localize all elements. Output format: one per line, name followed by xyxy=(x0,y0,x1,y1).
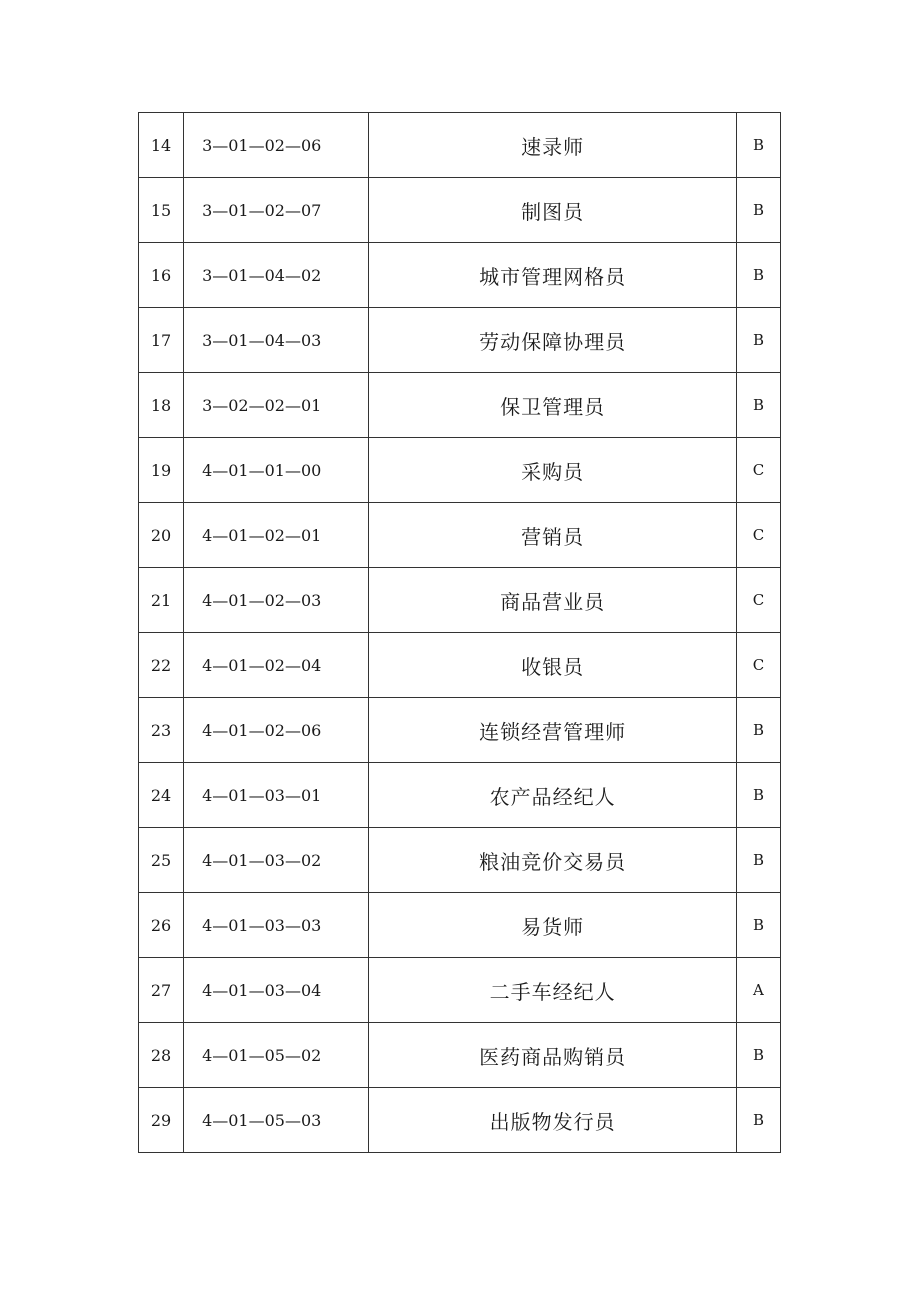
table-row xyxy=(139,113,781,178)
row-number: 15 xyxy=(139,178,184,243)
occupation-name: 商品营业员 xyxy=(369,568,737,633)
table-row xyxy=(139,1023,781,1088)
occupation-grade: B xyxy=(736,373,780,438)
occupation-grade: C xyxy=(736,568,780,633)
table-row xyxy=(139,243,781,308)
occupation-name: 粮油竞价交易员 xyxy=(369,828,737,893)
row-number: 27 xyxy=(139,958,184,1023)
occupation-grade: B xyxy=(736,1023,780,1088)
occupation-name: 收银员 xyxy=(369,633,737,698)
row-number: 23 xyxy=(139,698,184,763)
occupation-name: 速录师 xyxy=(369,113,737,178)
occupation-name: 保卫管理员 xyxy=(369,373,737,438)
table-row xyxy=(139,828,781,893)
table-row xyxy=(139,373,781,438)
table-row xyxy=(139,1088,781,1153)
row-number: 20 xyxy=(139,503,184,568)
occupation-name: 连锁经营管理师 xyxy=(369,698,737,763)
occupation-grade: A xyxy=(736,958,780,1023)
table-row xyxy=(139,438,781,503)
table-row xyxy=(139,893,781,958)
table-row xyxy=(139,763,781,828)
occupation-table xyxy=(138,112,781,1153)
occupation-name: 易货师 xyxy=(369,893,737,958)
occupation-code: 4—01—05—02 xyxy=(184,1023,369,1088)
occupation-code: 4—01—02—04 xyxy=(184,633,369,698)
table-row xyxy=(139,568,781,633)
occupation-grade: B xyxy=(736,178,780,243)
occupation-code: 4—01—05—03 xyxy=(184,1088,369,1153)
occupation-name: 制图员 xyxy=(369,178,737,243)
occupation-grade: B xyxy=(736,828,780,893)
occupation-grade: B xyxy=(736,1088,780,1153)
occupation-code: 3—01—04—02 xyxy=(184,243,369,308)
table-row xyxy=(139,178,781,243)
occupation-code: 4—01—03—02 xyxy=(184,828,369,893)
occupation-name: 出版物发行员 xyxy=(369,1088,737,1153)
table-row xyxy=(139,503,781,568)
occupation-name: 农产品经纪人 xyxy=(369,763,737,828)
occupation-name: 采购员 xyxy=(369,438,737,503)
occupation-code: 4—01—01—00 xyxy=(184,438,369,503)
occupation-code: 4—01—03—03 xyxy=(184,893,369,958)
occupation-name: 城市管理网格员 xyxy=(369,243,737,308)
occupation-code: 3—01—02—06 xyxy=(184,113,369,178)
occupation-grade: B xyxy=(736,698,780,763)
row-number: 22 xyxy=(139,633,184,698)
occupation-grade: B xyxy=(736,763,780,828)
row-number: 24 xyxy=(139,763,184,828)
occupation-code: 3—01—02—07 xyxy=(184,178,369,243)
occupation-grade: C xyxy=(736,633,780,698)
occupation-code: 3—02—02—01 xyxy=(184,373,369,438)
occupation-code: 4—01—03—01 xyxy=(184,763,369,828)
row-number: 17 xyxy=(139,308,184,373)
table-row xyxy=(139,633,781,698)
row-number: 26 xyxy=(139,893,184,958)
occupation-code: 3—01—04—03 xyxy=(184,308,369,373)
row-number: 19 xyxy=(139,438,184,503)
occupation-code: 4—01—02—03 xyxy=(184,568,369,633)
row-number: 14 xyxy=(139,113,184,178)
occupation-grade: C xyxy=(736,503,780,568)
occupation-code: 4—01—02—06 xyxy=(184,698,369,763)
row-number: 16 xyxy=(139,243,184,308)
row-number: 21 xyxy=(139,568,184,633)
occupation-grade: C xyxy=(736,438,780,503)
occupation-code: 4—01—03—04 xyxy=(184,958,369,1023)
row-number: 29 xyxy=(139,1088,184,1153)
occupation-grade: B xyxy=(736,308,780,373)
row-number: 25 xyxy=(139,828,184,893)
occupation-code: 4—01—02—01 xyxy=(184,503,369,568)
occupation-name: 劳动保障协理员 xyxy=(369,308,737,373)
occupation-grade: B xyxy=(736,243,780,308)
table-row xyxy=(139,698,781,763)
table-row xyxy=(139,958,781,1023)
occupation-grade: B xyxy=(736,113,780,178)
occupation-name: 营销员 xyxy=(369,503,737,568)
row-number: 18 xyxy=(139,373,184,438)
table-row xyxy=(139,308,781,373)
occupation-grade: B xyxy=(736,893,780,958)
occupation-name: 二手车经纪人 xyxy=(369,958,737,1023)
row-number: 28 xyxy=(139,1023,184,1088)
occupation-name: 医药商品购销员 xyxy=(369,1023,737,1088)
table-body xyxy=(139,113,781,1153)
